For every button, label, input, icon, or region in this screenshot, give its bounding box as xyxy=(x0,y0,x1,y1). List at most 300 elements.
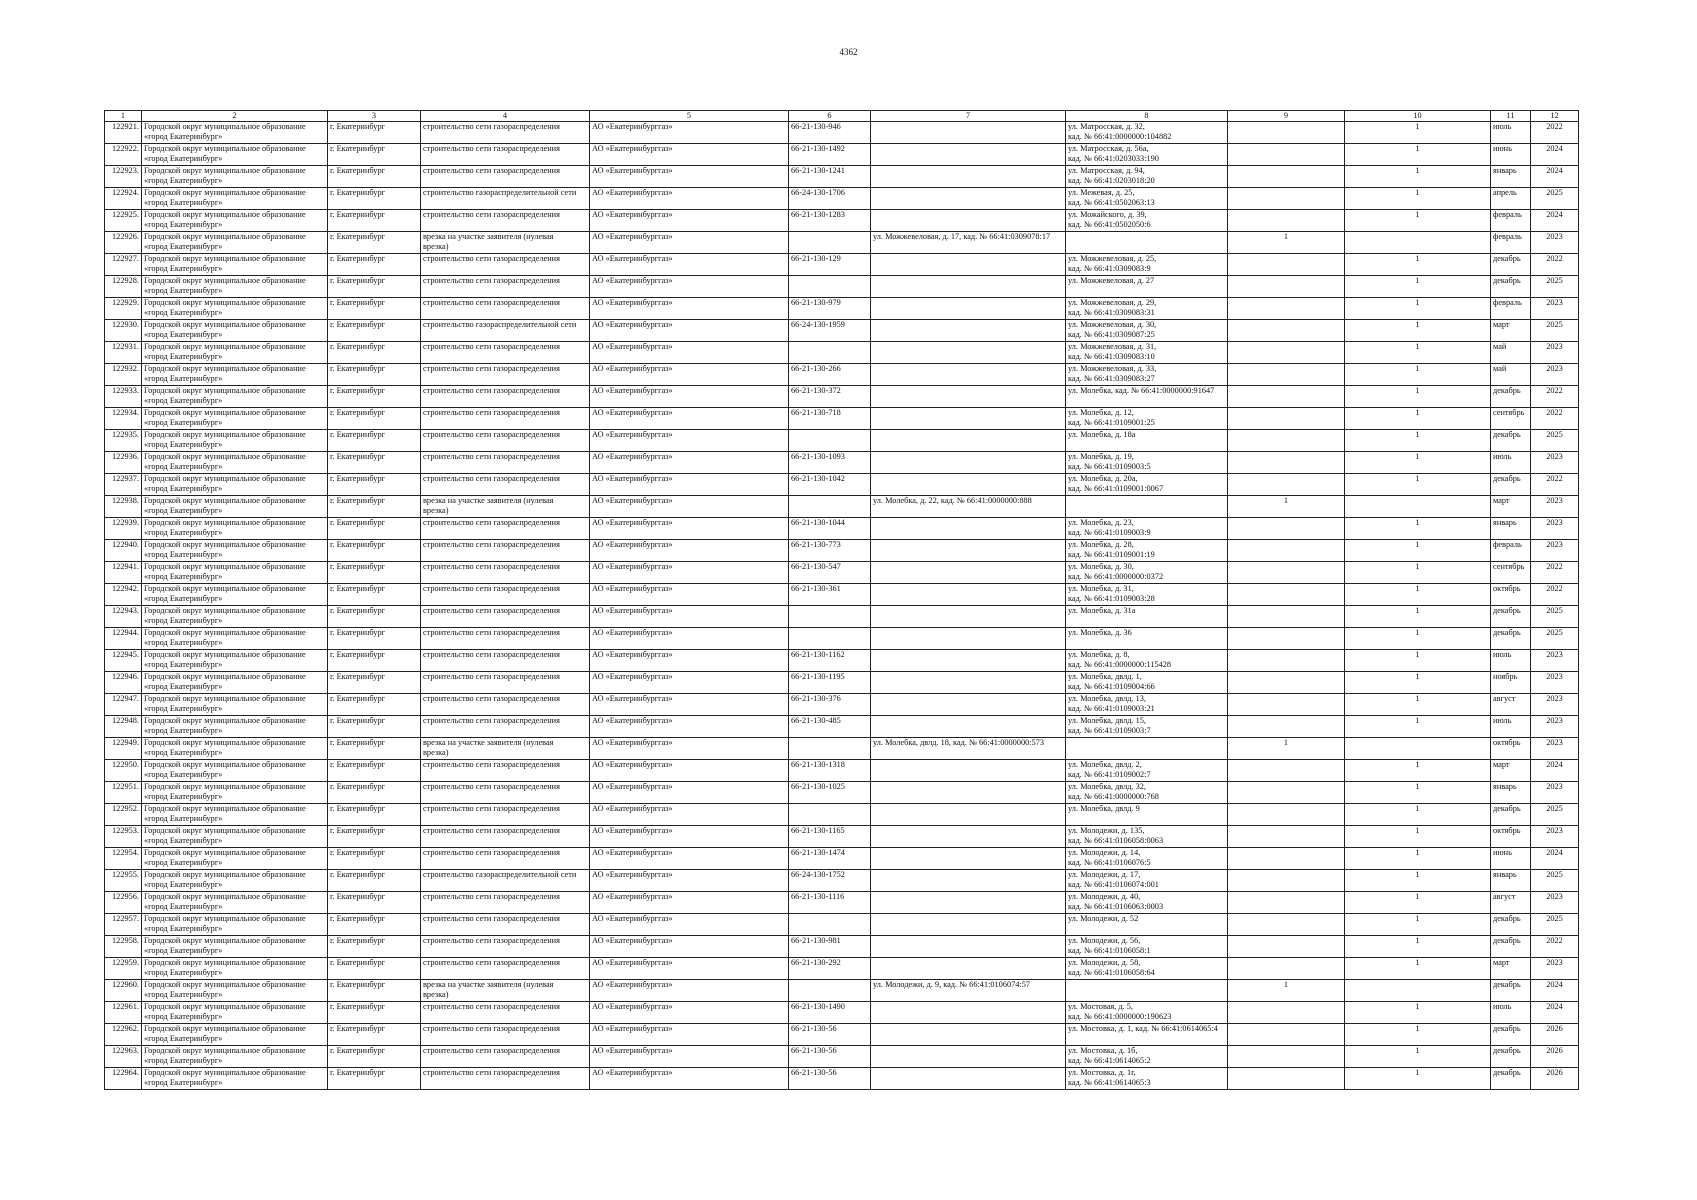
cell-col-4 xyxy=(421,232,590,254)
cell-col-9 xyxy=(1228,1068,1345,1090)
cell-line: строительство сети газораспределения xyxy=(423,364,560,373)
cell-col-5: АО «Екатеринбурггаз» xyxy=(590,628,789,650)
cell-col-1: 122949. xyxy=(105,738,142,760)
cell-col-11: март xyxy=(1491,760,1531,782)
cell-col-6: 66-21-130-1241 xyxy=(789,166,871,188)
column-header-2: 2 xyxy=(142,111,328,122)
cell-col-7 xyxy=(871,320,1066,342)
cell-col-1: 122948. xyxy=(105,716,142,738)
cell-col-10: 1 xyxy=(1345,122,1491,144)
column-header-5: 5 xyxy=(590,111,789,122)
cell-line: «город Екатеринбург» xyxy=(144,330,223,339)
cell-line: «город Екатеринбург» xyxy=(144,286,223,295)
cell-col-4 xyxy=(421,342,590,364)
cell-col-5: АО «Екатеринбурггаз» xyxy=(590,408,789,430)
cell-line: Городской округ муниципальное образование xyxy=(144,628,306,637)
cell-col-4 xyxy=(421,386,590,408)
cell-col-12: 2022 xyxy=(1531,584,1579,606)
cell-line: строительство сети газораспределения xyxy=(423,650,560,659)
cell-col-1: 122953. xyxy=(105,826,142,848)
table-row xyxy=(105,210,1579,232)
cell-col-12: 2022 xyxy=(1531,408,1579,430)
cell-col-4 xyxy=(421,188,590,210)
cell-col-5: АО «Екатеринбурггаз» xyxy=(590,1002,789,1024)
cell-line: «город Екатеринбург» xyxy=(144,1012,223,1021)
cell-col-9 xyxy=(1228,254,1345,276)
cell-col-12: 2025 xyxy=(1531,914,1579,936)
cell-col-8 xyxy=(1066,848,1228,870)
cell-col-11: декабрь xyxy=(1491,254,1531,276)
cell-col-1: 122944. xyxy=(105,628,142,650)
cell-col-1: 122935. xyxy=(105,430,142,452)
cell-col-6: 66-21-130-1490 xyxy=(789,1002,871,1024)
cell-col-3: г. Екатеринбург xyxy=(328,804,421,826)
cell-line: Городской округ муниципальное образование xyxy=(144,166,306,175)
cell-col-4 xyxy=(421,364,590,386)
cell-line: строительство сети газораспределения xyxy=(423,694,560,703)
cell-col-10: 1 xyxy=(1345,364,1491,386)
cell-line: «город Екатеринбург» xyxy=(144,132,223,141)
cell-line: кад. № 66:41:0109001:19 xyxy=(1068,550,1155,559)
cell-line: ул. Молебка, д. 31, xyxy=(1068,584,1134,593)
cell-line: строительство сети газораспределения xyxy=(423,848,560,857)
cell-col-10: 1 xyxy=(1345,870,1491,892)
cell-col-7 xyxy=(871,914,1066,936)
cell-line: «город Екатеринбург» xyxy=(144,836,223,845)
table-row xyxy=(105,694,1579,716)
cell-line: строительство сети газораспределения xyxy=(423,914,560,923)
cell-col-7 xyxy=(871,958,1066,980)
cell-col-11: декабрь xyxy=(1491,474,1531,496)
cell-col-4 xyxy=(421,936,590,958)
cell-line: Городской округ муниципальное образование xyxy=(144,342,306,351)
cell-col-2 xyxy=(142,540,328,562)
table-row xyxy=(105,1002,1579,1024)
cell-col-9 xyxy=(1228,1046,1345,1068)
cell-col-6: 66-21-130-372 xyxy=(789,386,871,408)
cell-line: «город Екатеринбург» xyxy=(144,704,223,713)
table-row xyxy=(105,584,1579,606)
cell-col-2 xyxy=(142,1068,328,1090)
cell-col-12: 2023 xyxy=(1531,672,1579,694)
cell-col-9 xyxy=(1228,122,1345,144)
cell-col-8 xyxy=(1066,980,1228,1002)
cell-line: строительство сети газораспределения xyxy=(423,1002,560,1011)
cell-line: «город Екатеринбург» xyxy=(144,308,223,317)
cell-line: ул. Молебка, д. 12, xyxy=(1068,408,1134,417)
cell-col-6: 66-21-130-266 xyxy=(789,364,871,386)
cell-col-11: январь xyxy=(1491,782,1531,804)
cell-col-5: АО «Екатеринбурггаз» xyxy=(590,342,789,364)
cell-col-10: 1 xyxy=(1345,804,1491,826)
table-body xyxy=(105,122,1579,1090)
cell-col-8 xyxy=(1066,760,1228,782)
table-row xyxy=(105,122,1579,144)
cell-col-4 xyxy=(421,826,590,848)
cell-col-3: г. Екатеринбург xyxy=(328,672,421,694)
table-row xyxy=(105,782,1579,804)
cell-col-5: АО «Екатеринбурггаз» xyxy=(590,430,789,452)
cell-col-7 xyxy=(871,430,1066,452)
register-table xyxy=(104,110,1579,1090)
cell-col-5: АО «Екатеринбурггаз» xyxy=(590,804,789,826)
cell-col-1: 122951. xyxy=(105,782,142,804)
cell-col-9 xyxy=(1228,188,1345,210)
cell-col-2 xyxy=(142,914,328,936)
cell-col-1: 122941. xyxy=(105,562,142,584)
cell-col-5: АО «Екатеринбурггаз» xyxy=(590,122,789,144)
cell-col-8 xyxy=(1066,936,1228,958)
table-row xyxy=(105,1068,1579,1090)
cell-col-12: 2024 xyxy=(1531,166,1579,188)
cell-col-4 xyxy=(421,518,590,540)
table-row xyxy=(105,364,1579,386)
column-header-7: 7 xyxy=(871,111,1066,122)
cell-col-8 xyxy=(1066,188,1228,210)
cell-col-11: декабрь xyxy=(1491,936,1531,958)
cell-col-4 xyxy=(421,166,590,188)
cell-col-1: 122943. xyxy=(105,606,142,628)
cell-col-1: 122952. xyxy=(105,804,142,826)
cell-col-1: 122938. xyxy=(105,496,142,518)
cell-col-4 xyxy=(421,1046,590,1068)
cell-col-12: 2023 xyxy=(1531,298,1579,320)
cell-col-8 xyxy=(1066,782,1228,804)
cell-col-12: 2025 xyxy=(1531,870,1579,892)
cell-line: строительство сети газораспределения xyxy=(423,1068,560,1077)
cell-col-11: апрель xyxy=(1491,188,1531,210)
cell-line: ул. Можжевеловая, д. 17, кад. № 66:41:0309078:17 xyxy=(873,232,1051,241)
cell-col-7 xyxy=(871,980,1066,1002)
cell-col-1: 122961. xyxy=(105,1002,142,1024)
cell-col-11: сентябрь xyxy=(1491,408,1531,430)
cell-col-10: 1 xyxy=(1345,716,1491,738)
cell-col-8 xyxy=(1066,452,1228,474)
cell-col-10: 1 xyxy=(1345,276,1491,298)
cell-line: кад. № 66:41:0106058:1 xyxy=(1068,946,1151,955)
cell-col-11: декабрь xyxy=(1491,386,1531,408)
table-row xyxy=(105,760,1579,782)
cell-col-11: июль xyxy=(1491,1002,1531,1024)
cell-col-12: 2022 xyxy=(1531,936,1579,958)
cell-col-7 xyxy=(871,826,1066,848)
cell-line: «город Екатеринбург» xyxy=(144,264,223,273)
cell-col-3: г. Екатеринбург xyxy=(328,474,421,496)
cell-col-8 xyxy=(1066,584,1228,606)
cell-col-1: 122934. xyxy=(105,408,142,430)
cell-col-4 xyxy=(421,1024,590,1046)
cell-col-7 xyxy=(871,716,1066,738)
cell-line: врезка) xyxy=(423,242,449,251)
cell-col-3: г. Екатеринбург xyxy=(328,870,421,892)
table-row xyxy=(105,188,1579,210)
cell-col-1: 122921. xyxy=(105,122,142,144)
cell-line: «город Екатеринбург» xyxy=(144,748,223,757)
cell-col-10: 1 xyxy=(1345,848,1491,870)
cell-line: «город Екатеринбург» xyxy=(144,924,223,933)
cell-col-3: г. Екатеринбург xyxy=(328,298,421,320)
cell-col-2 xyxy=(142,716,328,738)
cell-col-9 xyxy=(1228,826,1345,848)
cell-col-5: АО «Екатеринбурггаз» xyxy=(590,584,789,606)
cell-col-11: декабрь xyxy=(1491,628,1531,650)
cell-col-3: г. Екатеринбург xyxy=(328,122,421,144)
cell-col-8 xyxy=(1066,232,1228,254)
cell-col-3: г. Екатеринбург xyxy=(328,760,421,782)
cell-col-2 xyxy=(142,298,328,320)
cell-col-2 xyxy=(142,210,328,232)
cell-col-8 xyxy=(1066,254,1228,276)
cell-line: ул. Молодежи, д. 56, xyxy=(1068,936,1141,945)
cell-col-7 xyxy=(871,188,1066,210)
cell-line: Городской округ муниципальное образование xyxy=(144,188,306,197)
cell-col-8 xyxy=(1066,958,1228,980)
cell-col-3: г. Екатеринбург xyxy=(328,166,421,188)
cell-col-4 xyxy=(421,144,590,166)
cell-line: строительство сети газораспределения xyxy=(423,122,560,131)
cell-col-2 xyxy=(142,276,328,298)
cell-line: кад. № 66:41:0000000:768 xyxy=(1068,792,1159,801)
cell-col-10: 1 xyxy=(1345,672,1491,694)
cell-col-7 xyxy=(871,276,1066,298)
table-row xyxy=(105,408,1579,430)
cell-col-12: 2024 xyxy=(1531,210,1579,232)
cell-line: Городской округ муниципальное образование xyxy=(144,650,306,659)
cell-col-3: г. Екатеринбург xyxy=(328,562,421,584)
cell-line: ул. Можжевеловая, д. 33, xyxy=(1068,364,1157,373)
cell-line: «город Екатеринбург» xyxy=(144,506,223,515)
cell-col-6: 66-21-130-1042 xyxy=(789,474,871,496)
cell-col-11: январь xyxy=(1491,166,1531,188)
cell-col-7 xyxy=(871,738,1066,760)
cell-line: Городской округ муниципальное образование xyxy=(144,232,306,241)
cell-col-3: г. Екатеринбург xyxy=(328,496,421,518)
cell-line: ул. Молебка, двлд. 18, кад. № 66:41:0000000:573 xyxy=(873,738,1044,747)
cell-line: Городской округ муниципальное образование xyxy=(144,980,306,989)
cell-col-7 xyxy=(871,144,1066,166)
cell-col-2 xyxy=(142,804,328,826)
cell-line: строительство сети газораспределения xyxy=(423,760,560,769)
cell-col-12: 2022 xyxy=(1531,562,1579,584)
cell-col-7 xyxy=(871,1068,1066,1090)
cell-line: «город Екатеринбург» xyxy=(144,528,223,537)
cell-col-9 xyxy=(1228,166,1345,188)
table-row xyxy=(105,936,1579,958)
cell-col-10: 1 xyxy=(1345,1024,1491,1046)
cell-line: врезка) xyxy=(423,990,449,999)
cell-col-12: 2025 xyxy=(1531,628,1579,650)
cell-col-12: 2023 xyxy=(1531,540,1579,562)
cell-line: Городской округ муниципальное образование xyxy=(144,496,306,505)
cell-col-3: г. Екатеринбург xyxy=(328,518,421,540)
cell-line: кад. № 66:41:0000000:0372 xyxy=(1068,572,1164,581)
cell-line: «город Екатеринбург» xyxy=(144,1078,223,1087)
cell-line: Городской округ муниципальное образование xyxy=(144,958,306,967)
cell-col-2 xyxy=(142,342,328,364)
cell-col-3: г. Екатеринбург xyxy=(328,408,421,430)
cell-col-8 xyxy=(1066,122,1228,144)
column-header-3: 3 xyxy=(328,111,421,122)
cell-col-11: декабрь xyxy=(1491,1046,1531,1068)
table-row xyxy=(105,716,1579,738)
cell-line: кад. № 66:41:0203033:190 xyxy=(1068,154,1159,163)
cell-col-4 xyxy=(421,122,590,144)
cell-col-1: 122939. xyxy=(105,518,142,540)
cell-col-7 xyxy=(871,232,1066,254)
cell-col-6: 66-21-130-1492 xyxy=(789,144,871,166)
cell-col-7 xyxy=(871,540,1066,562)
cell-line: Городской округ муниципальное образование xyxy=(144,892,306,901)
cell-col-9 xyxy=(1228,320,1345,342)
cell-line: «город Екатеринбург» xyxy=(144,770,223,779)
cell-line: врезка на участке заявителя (нулевая xyxy=(423,232,554,241)
cell-line: кад. № 66:41:0309083:9 xyxy=(1068,264,1151,273)
cell-col-1: 122927. xyxy=(105,254,142,276)
cell-line: «город Екатеринбург» xyxy=(144,462,223,471)
cell-col-9: 1 xyxy=(1228,980,1345,1002)
cell-col-9 xyxy=(1228,386,1345,408)
cell-line: строительство сети газораспределения xyxy=(423,628,560,637)
cell-line: ул. Молодежи, д. 14, xyxy=(1068,848,1141,857)
cell-col-11: август xyxy=(1491,892,1531,914)
cell-col-6: 66-21-130-56 xyxy=(789,1046,871,1068)
cell-col-11: декабрь xyxy=(1491,606,1531,628)
cell-col-10: 1 xyxy=(1345,408,1491,430)
cell-col-5: АО «Екатеринбурггаз» xyxy=(590,562,789,584)
cell-col-8 xyxy=(1066,386,1228,408)
cell-col-5: АО «Екатеринбурггаз» xyxy=(590,210,789,232)
cell-col-4 xyxy=(421,738,590,760)
cell-line: «город Екатеринбург» xyxy=(144,550,223,559)
cell-line: строительство сети газораспределения xyxy=(423,1046,560,1055)
cell-col-3: г. Екатеринбург xyxy=(328,848,421,870)
cell-col-2 xyxy=(142,936,328,958)
cell-line: строительство сети газораспределения xyxy=(423,408,560,417)
cell-col-2 xyxy=(142,188,328,210)
cell-line: ул. Молебка, д. 19, xyxy=(1068,452,1134,461)
cell-col-2 xyxy=(142,606,328,628)
cell-col-2 xyxy=(142,1002,328,1024)
table-row xyxy=(105,606,1579,628)
cell-col-8 xyxy=(1066,826,1228,848)
cell-line: строительство сети газораспределения xyxy=(423,144,560,153)
cell-col-10: 1 xyxy=(1345,826,1491,848)
cell-col-1: 122922. xyxy=(105,144,142,166)
cell-line: строительство сети газораспределения xyxy=(423,584,560,593)
table-row xyxy=(105,144,1579,166)
cell-col-8 xyxy=(1066,430,1228,452)
cell-line: «город Екатеринбург» xyxy=(144,572,223,581)
cell-col-6: 66-21-130-1165 xyxy=(789,826,871,848)
cell-col-11: март xyxy=(1491,496,1531,518)
cell-col-2 xyxy=(142,694,328,716)
column-header-row xyxy=(105,111,1579,122)
cell-line: строительство газораспределительной сети xyxy=(423,188,577,197)
cell-col-6: 66-21-130-1093 xyxy=(789,452,871,474)
cell-col-8 xyxy=(1066,364,1228,386)
cell-col-3: г. Екатеринбург xyxy=(328,144,421,166)
cell-col-5: АО «Екатеринбурггаз» xyxy=(590,848,789,870)
cell-col-1: 122937. xyxy=(105,474,142,496)
cell-col-12: 2023 xyxy=(1531,232,1579,254)
cell-col-3: г. Екатеринбург xyxy=(328,1046,421,1068)
cell-line: врезка на участке заявителя (нулевая xyxy=(423,980,554,989)
cell-line: ул. Молебка, д. 20а, xyxy=(1068,474,1138,483)
cell-col-11: май xyxy=(1491,342,1531,364)
cell-line: Городской округ муниципальное образование xyxy=(144,1068,306,1077)
cell-col-5: АО «Екатеринбурггаз» xyxy=(590,958,789,980)
cell-col-12: 2023 xyxy=(1531,694,1579,716)
cell-col-2 xyxy=(142,870,328,892)
cell-col-10: 1 xyxy=(1345,562,1491,584)
cell-col-5: АО «Екатеринбурггаз» xyxy=(590,650,789,672)
cell-line: Городской округ муниципальное образование xyxy=(144,452,306,461)
cell-line: ул. Можжевеловая, д. 30, xyxy=(1068,320,1157,329)
table-row xyxy=(105,232,1579,254)
cell-line: строительство сети газораспределения xyxy=(423,562,560,571)
cell-col-7 xyxy=(871,892,1066,914)
cell-col-6 xyxy=(789,232,871,254)
cell-col-6: 66-21-130-485 xyxy=(789,716,871,738)
cell-line: Городской округ муниципальное образование xyxy=(144,826,306,835)
cell-col-4 xyxy=(421,474,590,496)
cell-line: ул. Молодежи, д. 58, xyxy=(1068,958,1141,967)
cell-col-7 xyxy=(871,782,1066,804)
cell-col-4 xyxy=(421,254,590,276)
cell-col-10: 1 xyxy=(1345,1068,1491,1090)
cell-line: врезка) xyxy=(423,506,449,515)
cell-line: кад. № 66:41:0106058:0063 xyxy=(1068,836,1164,845)
table-row xyxy=(105,320,1579,342)
cell-col-5: АО «Екатеринбурггаз» xyxy=(590,298,789,320)
cell-col-6: 66-21-130-1195 xyxy=(789,672,871,694)
cell-line: «город Екатеринбург» xyxy=(144,726,223,735)
cell-line: Городской округ муниципальное образование xyxy=(144,738,306,747)
table-row xyxy=(105,386,1579,408)
cell-col-12: 2023 xyxy=(1531,518,1579,540)
cell-col-11: февраль xyxy=(1491,540,1531,562)
table-row xyxy=(105,848,1579,870)
cell-col-9 xyxy=(1228,804,1345,826)
cell-col-10: 1 xyxy=(1345,320,1491,342)
cell-col-2 xyxy=(142,430,328,452)
cell-line: кад. № 66:41:0502050:6 xyxy=(1068,220,1151,229)
cell-col-5: АО «Екатеринбурггаз» xyxy=(590,474,789,496)
cell-col-1: 122955. xyxy=(105,870,142,892)
cell-col-2 xyxy=(142,474,328,496)
cell-col-1: 122933. xyxy=(105,386,142,408)
cell-line: ул. Можжевеловая, д. 25, xyxy=(1068,254,1157,263)
cell-col-3: г. Екатеринбург xyxy=(328,628,421,650)
cell-col-2 xyxy=(142,628,328,650)
cell-line: «город Екатеринбург» xyxy=(144,660,223,669)
cell-col-11: март xyxy=(1491,958,1531,980)
cell-col-5: АО «Екатеринбурггаз» xyxy=(590,232,789,254)
cell-line: кад. № 66:41:0106063:0003 xyxy=(1068,902,1164,911)
cell-line: «город Екатеринбург» xyxy=(144,374,223,383)
cell-col-6 xyxy=(789,342,871,364)
cell-col-8 xyxy=(1066,716,1228,738)
cell-col-7 xyxy=(871,584,1066,606)
cell-col-6: 66-21-130-376 xyxy=(789,694,871,716)
cell-col-7 xyxy=(871,804,1066,826)
cell-col-8 xyxy=(1066,1024,1228,1046)
cell-line: строительство сети газораспределения xyxy=(423,254,560,263)
cell-col-11: октябрь xyxy=(1491,738,1531,760)
cell-col-8 xyxy=(1066,540,1228,562)
cell-col-4 xyxy=(421,958,590,980)
cell-col-8 xyxy=(1066,562,1228,584)
